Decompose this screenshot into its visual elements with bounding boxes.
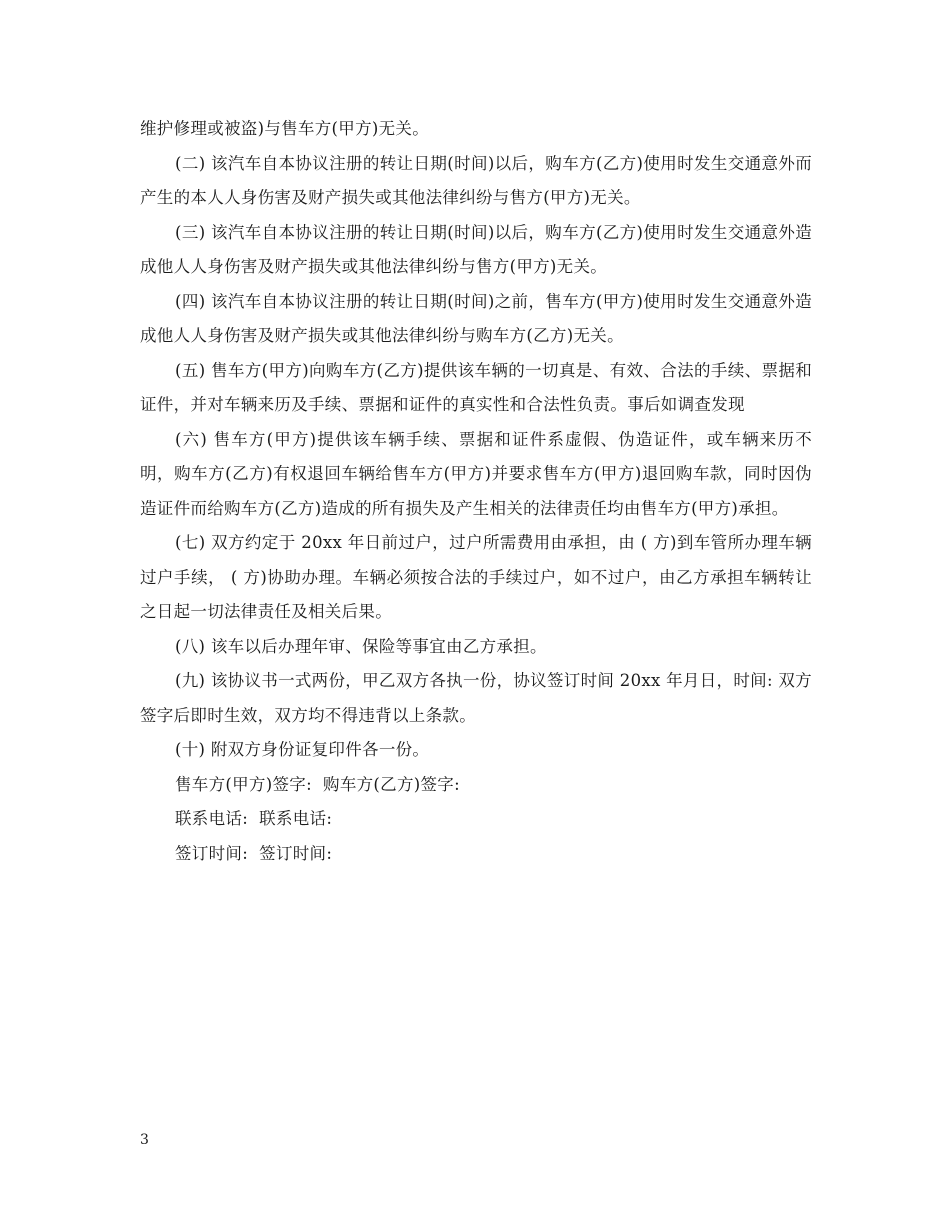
document-body <box>140 112 812 871</box>
signing-date-line: 签订时间: 签订时间: <box>175 843 333 863</box>
clause-8: (八) 该车以后办理年审、保险等事宜由乙方承担。 <box>175 636 547 656</box>
phone-line: 联系电话: 联系电话: <box>175 809 333 828</box>
clause-3: (三) 该汽车自本协议注册的转让日期(时间)以后，购车方(乙方)使用时发生交通意外造成他人人身伤害及财产损失或其他法律纠纷与售方(甲方)无关。 <box>140 222 812 276</box>
signature-line: 售车方(甲方)签字: 购车方(乙方)签字: <box>175 774 460 794</box>
clause-2: (二) 该汽车自本协议注册的转让日期(时间)以后，购车方(乙方)使用时发生交通意外而产生的本人人身伤害及财产损失或其他法律纠纷与售方(甲方)无关。 <box>140 153 812 207</box>
clause-10: (十) 附双方身份证复印件各一份。 <box>175 740 430 759</box>
clause-7: (七) 双方约定于 20xx 年日前过户，过户所需费用由承担，由 ( 方)到车管所办理车辆过户手续， ( 方)协助办理。车辆必须按合法的手续过户，如不过户，由乙方承担车辆转让之日起一切法律责任及相关后果。 <box>140 533 812 621</box>
paragraph-continuation: 维护修理或被盗)与售车方(甲方)无关。 <box>140 119 430 138</box>
clause-6: (六) 售车方(甲方)提供该车辆手续、票据和证件系虚假、伪造证件，或车辆来历不明，购车方(乙方)有权退回车辆给售车方(甲方)并要求售车方(甲方)退回购车款，同时因伪造证件而给购车方(乙方)造成的所有损失及产生相关的法律责任均由售车方(甲方)承担。 <box>140 429 812 518</box>
clause-5: (五) 售车方(甲方)向购车方(乙方)提供该车辆的一切真是、有效、合法的手续、票据和证件，并对车辆来历及手续、票据和证件的真实性和合法性负责。事后如调查发现 <box>140 360 812 414</box>
page-number: 3 <box>140 1132 149 1148</box>
clause-4: (四) 该汽车自本协议注册的转让日期(时间)之前，售车方(甲方)使用时发生交通意外造成他人人身伤害及财产损失或其他法律纠纷与购车方(乙方)无关。 <box>140 291 812 345</box>
clause-9: (九) 该协议书一式两份，甲乙双方各执一份，协议签订时间 20xx 年月日，时间: 双方签字后即时生效，双方均不得违背以上条款。 <box>140 671 812 725</box>
